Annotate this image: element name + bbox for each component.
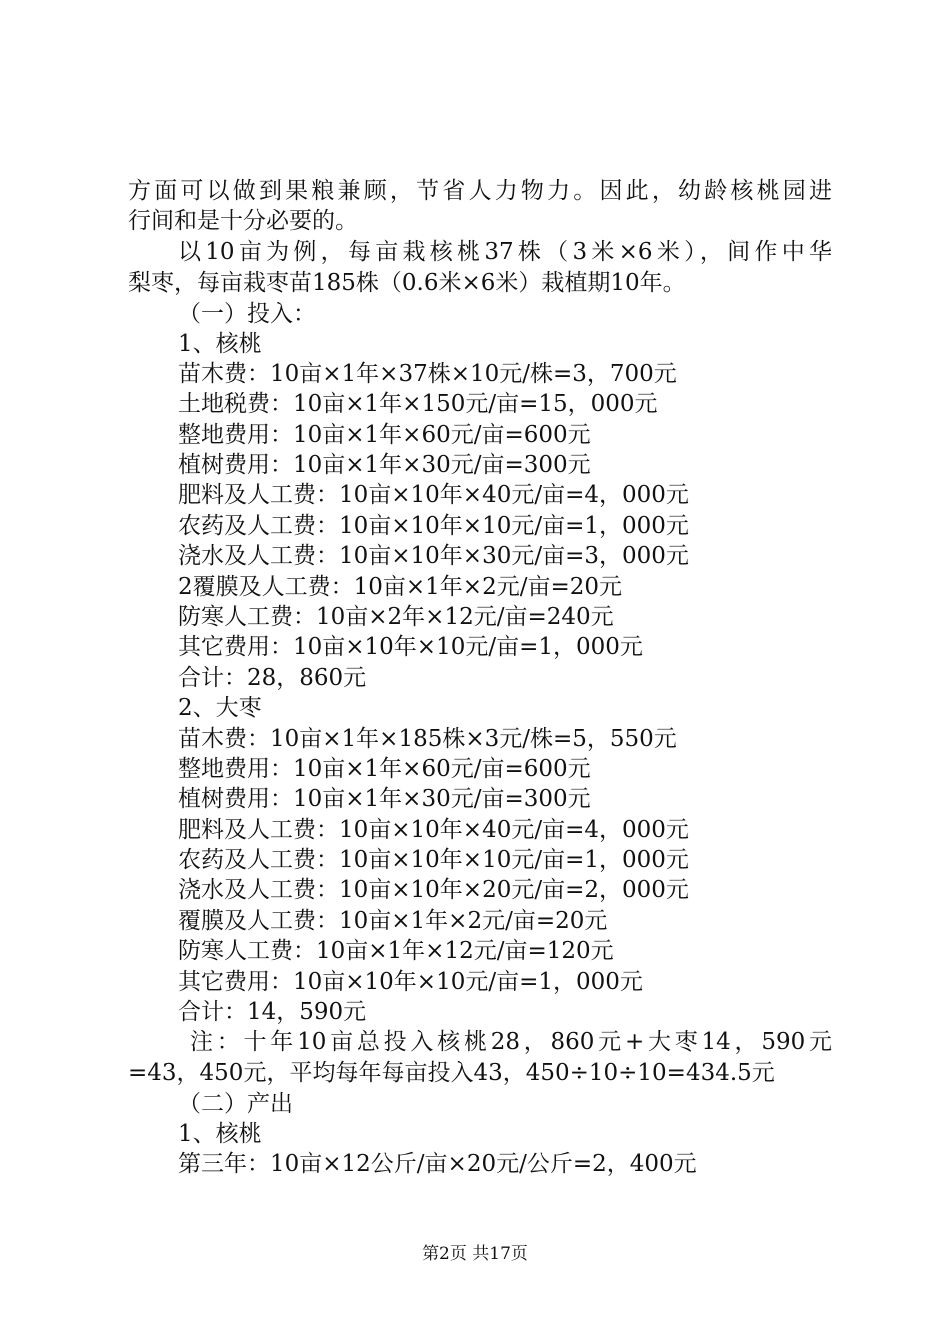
cost-line: 肥料及人工费：10亩×10年×40元/亩=4，000元 xyxy=(178,482,689,508)
section-heading: （二）产出 xyxy=(178,1091,293,1117)
cost-line: 防寒人工费：10亩×1年×12元/亩=120元 xyxy=(178,938,614,964)
cost-line: 农药及人工费：10亩×10年×10元/亩=1，000元 xyxy=(178,847,689,873)
cost-line: 浇水及人工费：10亩×10年×30元/亩=3，000元 xyxy=(178,543,689,569)
paragraph-line: 以10亩为例，每亩栽核桃37株（3米×6米），间作中华 xyxy=(178,239,832,265)
subtotal-line: 合计：28，860元 xyxy=(178,665,367,691)
note-line: 注：十年10亩总投入核桃28，860元+大枣14，590元 xyxy=(190,1029,832,1055)
cost-line: 苗木费：10亩×1年×37株×10元/株=3，700元 xyxy=(178,361,677,387)
cost-line: 农药及人工费：10亩×10年×10元/亩=1，000元 xyxy=(178,513,689,539)
subsection-heading: 1、核桃 xyxy=(178,331,262,357)
subsection-heading: 2、大枣 xyxy=(178,695,262,721)
cost-line: 2覆膜及人工费：10亩×1年×2元/亩=20元 xyxy=(178,574,622,600)
subtotal-line: 合计：14，590元 xyxy=(178,999,367,1025)
cost-line: 浇水及人工费：10亩×10年×20元/亩=2，000元 xyxy=(178,877,689,903)
paragraph-line: 方面可以做到果粮兼顾，节省人力物力。因此，幼龄核桃园进 xyxy=(128,178,832,204)
cost-line: 防寒人工费：10亩×2年×12元/亩=240元 xyxy=(178,604,614,630)
cost-line: 整地费用：10亩×1年×60元/亩=600元 xyxy=(178,422,591,448)
output-line: 第三年：10亩×12公斤/亩×20元/公斤=2，400元 xyxy=(178,1151,697,1177)
subsection-heading: 1、核桃 xyxy=(178,1121,262,1147)
cost-line: 土地税费：10亩×1年×150元/亩=15，000元 xyxy=(178,391,658,417)
cost-line: 整地费用：10亩×1年×60元/亩=600元 xyxy=(178,756,591,782)
cost-line: 植树费用：10亩×1年×30元/亩=300元 xyxy=(178,452,591,478)
section-heading: （一）投入： xyxy=(178,301,316,327)
cost-line: 覆膜及人工费：10亩×1年×2元/亩=20元 xyxy=(178,908,608,934)
note-line: =43，450元，平均每年每亩投入43，450÷10÷10=434.5元 xyxy=(128,1060,775,1086)
cost-line: 肥料及人工费：10亩×10年×40元/亩=4，000元 xyxy=(178,817,689,843)
cost-line: 其它费用：10亩×10年×10元/亩=1，000元 xyxy=(178,969,643,995)
paragraph-line: 梨枣，每亩栽枣苗185株（0.6米×6米）栽植期10年。 xyxy=(128,270,686,296)
cost-line: 苗木费：10亩×1年×185株×3元/株=5，550元 xyxy=(178,726,677,752)
cost-line: 植树费用：10亩×1年×30元/亩=300元 xyxy=(178,786,591,812)
cost-line: 其它费用：10亩×10年×10元/亩=1，000元 xyxy=(178,634,643,660)
paragraph-line: 行间和是十分必要的。 xyxy=(128,208,358,234)
page-number-footer: 第2页 共17页 xyxy=(422,1244,528,1264)
